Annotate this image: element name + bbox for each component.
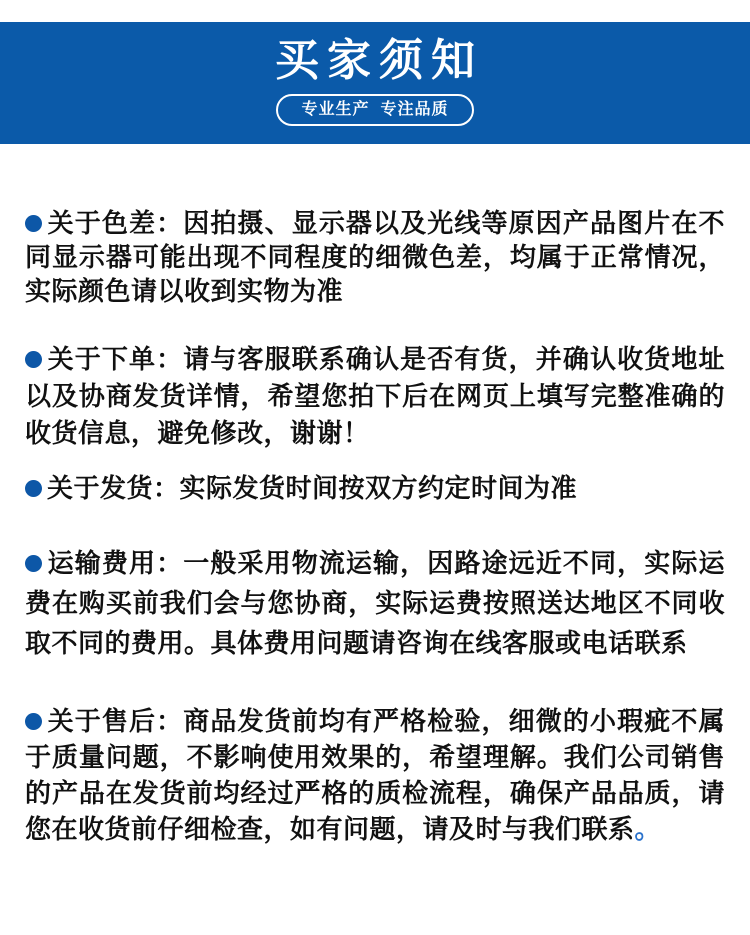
- tagline-text: 专业生产 专注品质: [301, 100, 449, 118]
- notice-text: 因拍摄、显示器以及光线等原因产品图片在不同显示器可能出现不同程度的细微色差，均属于正常情况，实际颜色请以收到实物为准: [25, 208, 725, 306]
- notice-after-sales: [25, 703, 725, 847]
- notice-label: 关于色差：: [47, 208, 184, 238]
- notice-color-difference: [25, 206, 725, 308]
- page-title: 买家须知: [275, 36, 483, 86]
- notice-period-accent: 。: [634, 814, 662, 844]
- tagline-badge: [276, 94, 475, 126]
- notice-text: 商品发货前均有严格检验，细微的小瑕疵不属于质量问题，不影响使用效果的，希望理解。我们公司销售的产品在发货前均经过严格的质检流程，确保产品品质，请您在收货前仔细检查，如有问题，请及时与我们联系: [25, 706, 725, 844]
- header-banner: [0, 22, 750, 144]
- notice-label: 关于售后：: [47, 706, 184, 736]
- notice-ordering: [25, 341, 725, 452]
- notice-text: 一般采用物流运输，因路途远近不同，实际运费在购买前我们会与您协商，实际运费按照送达地区不同收取不同的费用。具体费用问题请咨询在线客服或电话联系: [25, 548, 725, 658]
- notice-text: 实际发货时间按双方约定时间为准: [179, 473, 578, 503]
- notice-label: 关于发货：: [47, 473, 180, 503]
- notice-list: [0, 206, 750, 847]
- notice-label: 运输费用：: [47, 548, 184, 578]
- notice-transport-fee: [25, 543, 725, 663]
- notice-shipping-time: [25, 471, 725, 505]
- bullet-icon: [25, 713, 42, 730]
- bullet-icon: [25, 555, 42, 572]
- notice-label: 关于下单：: [47, 344, 184, 374]
- bullet-icon: [25, 215, 42, 232]
- notice-text: 请与客服联系确认是否有货，并确认收货地址以及协商发货详情，希望您拍下后在网页上填写完整准确的收货信息，避免修改，谢谢！: [25, 344, 725, 448]
- bullet-icon: [25, 351, 42, 368]
- bullet-icon: [25, 480, 42, 497]
